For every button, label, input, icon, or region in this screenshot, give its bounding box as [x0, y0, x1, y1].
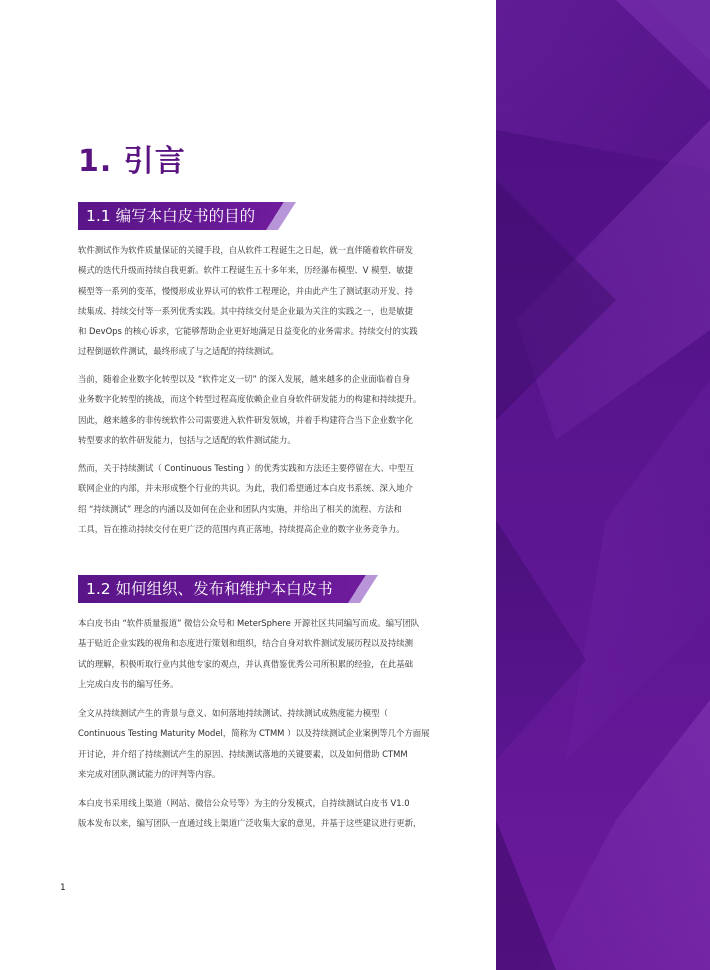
- text-line: 来完成对团队测试能力的评判等内容。: [78, 768, 221, 779]
- chapter-title: 1. 引言: [78, 144, 186, 179]
- section2-paragraph-3: [78, 793, 458, 834]
- text-line: 全文从持续测试产生的背景与意义、如何落地持续测试、持续测试成熟度能力模型（: [78, 708, 388, 718]
- text-line: 试的理解，积极听取行业内其他专家的观点，并认真借鉴优秀公司所积累的经验，在此基础: [78, 658, 413, 669]
- section1-paragraph-3: [78, 458, 458, 539]
- section1-paragraph-2: [78, 369, 458, 450]
- page-number: 1: [60, 883, 66, 893]
- text-line: 绍 “持续测试” 理念的内涵以及如何在企业和团队内实施，并给出了相关的流程、方法和: [78, 503, 402, 514]
- section1-paragraph-1: [78, 240, 458, 362]
- geometric-pattern-graphic: [496, 0, 710, 970]
- text-line: 软件测试作为软件质量保证的关键手段，自从软件工程诞生之日起，就一直伴随着软件研发: [78, 245, 413, 255]
- text-line: 业务数字化转型的挑战，而这个转型过程高度依赖企业自身软件研发能力的构建和持续提升。: [78, 394, 422, 405]
- text-line: 模型等一系列的变革，慢慢形成业界认可的软件工程理论，并由此产生了测试驱动开发、持: [78, 285, 413, 296]
- section2-paragraph-2: [78, 703, 458, 784]
- text-line: 和 DevOps 的核心诉求，它能够帮助企业更好地满足日益变化的业务需求。持续交付的实践: [78, 326, 418, 337]
- text-line: 工具，旨在推动持续交付在更广泛的范围内真正落地，持续提高企业的数字业务竞争力。: [78, 523, 405, 534]
- section-heading-1-1: 1.1 编写本白皮书的目的: [86, 207, 256, 225]
- text-line: 本白皮书采用线上渠道（网站、微信公众号等）为主的分发模式，自持续测试白皮书 V1.0: [78, 798, 410, 808]
- text-line: 过程倒逼软件测试，最终形成了与之适配的持续测试。: [78, 346, 279, 357]
- text-line: 模式的迭代升级而持续自我更新。软件工程诞生五十多年来，历经瀑布模型、V 模型、敏捷: [78, 265, 414, 276]
- section-heading-1-2: 1.2 如何组织、发布和维护本白皮书: [86, 580, 333, 598]
- section2-paragraph-1: [78, 613, 458, 694]
- text-line: 基于贴近企业实践的视角和态度进行策划和组织，结合自身对软件测试发展历程以及持续测: [78, 638, 413, 649]
- text-line: 转型要求的软件研发能力，包括与之适配的软件测试能力。: [78, 434, 296, 445]
- text-line: 当前，随着企业数字化转型以及 “软件定义一切” 的深入发展，越来越多的企业面临着自身: [78, 374, 411, 384]
- section-heading-bar: [78, 202, 296, 230]
- text-line: 续集成、持续交付等一系列优秀实践。其中持续交付是企业最为关注的实践之一，也是敏捷: [78, 305, 413, 316]
- text-line: 上完成白皮书的编写任务。: [78, 678, 179, 689]
- text-line: 然而，关于持续测试（ Continuous Testing ）的优秀实践和方法还主要停留在大、中型互: [78, 463, 414, 473]
- section-heading-bar: [78, 575, 378, 603]
- text-line: 本白皮书由 “软件质量报道” 微信公众号和 MeterSphere 开源社区共同编写而成。编写团队: [78, 618, 420, 628]
- text-line: Continuous Testing Maturity Model，简称为 CTMM ）以及持续测试企业案例等几个方面展: [78, 728, 430, 739]
- text-line: 版本发布以来，编写团队一直通过线上渠道广泛收集大家的意见，并基于这些建议进行更新，: [78, 818, 422, 829]
- decorative-side-panel: [496, 0, 710, 970]
- text-line: 因此，越来越多的非传统软件公司需要进入软件研发领域，并着手构建符合当下企业数字化: [78, 414, 413, 425]
- text-line: 开讨论，并介绍了持续测试产生的原因、持续测试落地的关键要素，以及如何借助 CTMM: [78, 748, 408, 759]
- text-line: 联网企业的内部，并未形成整个行业的共识。为此，我们希望通过本白皮书系统、深入地介: [78, 483, 413, 494]
